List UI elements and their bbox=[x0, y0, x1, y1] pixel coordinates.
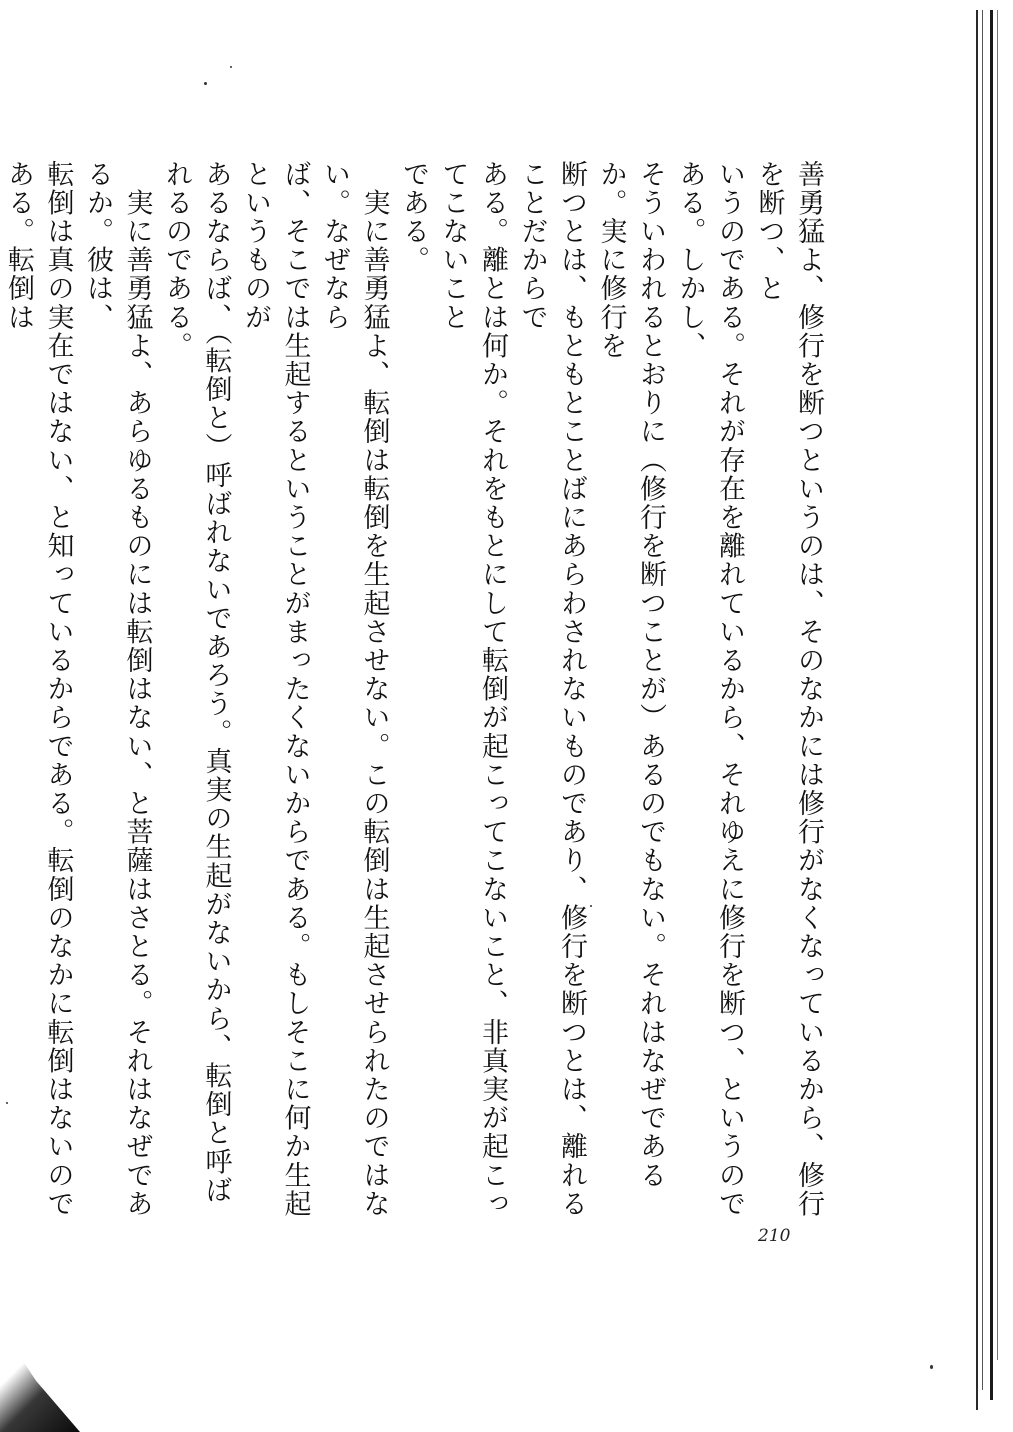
scan-edge-line bbox=[976, 10, 978, 1410]
scan-speck bbox=[930, 1365, 933, 1369]
text-line: である。 bbox=[398, 160, 429, 275]
scan-speck bbox=[204, 82, 207, 85]
scan-edge-line bbox=[982, 10, 983, 1390]
text-line: 善勇猛よ、修行を断つというのは、そのなかには修行がなくなっているから、修行を断つ、と bbox=[753, 160, 824, 1219]
text-line: 実に善勇猛よ、あらゆるものには転倒はない、と菩薩はさとる。それはなぜであるか。彼は、 bbox=[82, 160, 153, 1219]
text-line: いうのである。それが存在を離れているから、それゆえに修行を断つ、というのである。しかし、 bbox=[674, 160, 745, 1219]
text-line: ば、そこでは生起するということがまったくないからである。もしそこに何か生起というものが bbox=[240, 160, 311, 1219]
text-line: そういわれるとおりに（修行を断つことが）あるのでもない。それはなぜであるか。実に修行を bbox=[595, 160, 666, 1190]
vertical-text-body bbox=[3, 160, 828, 1220]
scan-corner-shadow bbox=[0, 1318, 80, 1432]
scan-edge-line bbox=[997, 10, 998, 1360]
text-line: ある。離とは何か。それをもとにして転倒が起こってこないこと、非真実が起こってこないこと bbox=[437, 160, 508, 1219]
page-number: 210 bbox=[758, 1226, 791, 1246]
text-line: 転倒は真の実在ではない、と知っているからである。転倒のなかに転倒はないのである。転倒は bbox=[3, 160, 74, 1219]
scan-edge-line bbox=[990, 10, 993, 1400]
text-line: あるならば、（転倒と）呼ばれないであろう。真実の生起がないから、転倒と呼ばれるのである。 bbox=[161, 160, 232, 1205]
text-line: 実に善勇猛よ、転倒は転倒を生起させない。この転倒は生起させられたのではない。なぜなら bbox=[319, 160, 390, 1219]
text-line: 断つとは、もともとことばにあらわされないものであり、修行を断つとは、離れることだからで bbox=[516, 160, 587, 1219]
scan-speck bbox=[230, 66, 232, 68]
